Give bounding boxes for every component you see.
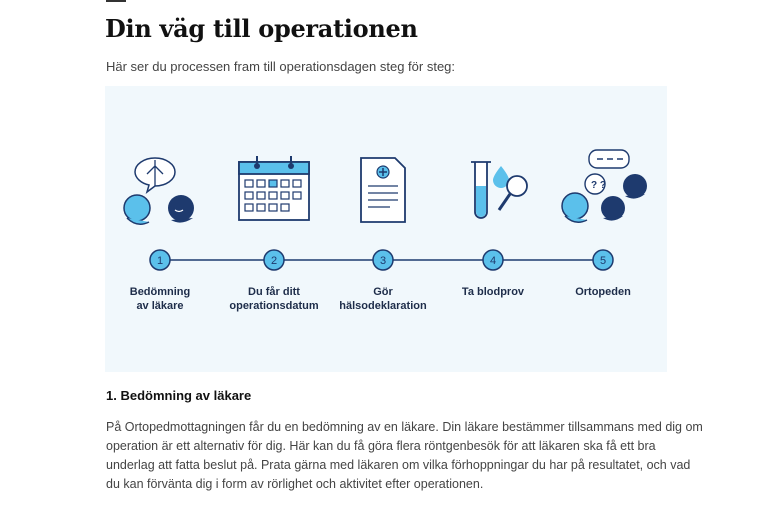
step-number-4: 4	[489, 255, 497, 267]
step-marker-1	[150, 250, 170, 270]
step-number-5: 5	[599, 255, 607, 267]
process-illustration	[105, 86, 667, 372]
section-title: 1. Bedömning av läkare	[106, 388, 252, 403]
step-marker-2	[264, 250, 284, 270]
step-label-3: Gör hälsodeklaration	[339, 286, 427, 312]
step-marker-3	[373, 250, 393, 270]
calendar-icon	[239, 156, 309, 220]
section-body: På Ortopedmottagningen får du en bedömning av en läkare. Din läkare bestämmer tillsammans med dig om operation är ett alternativ för dig. Här kan du få göra flera röntgenbesök för att läkaren ska få ett bra underlag att fatta beslut på. Prata gärna med läkaren om vilka förhoppningar du har på resultatet, och vad du kan förvänta dig i form av rörlighet och aktivitet efter operationen.	[106, 420, 703, 491]
orthopedist-conversation-icon	[562, 150, 647, 222]
intro-text: Här ser du processen fram till operationsdagen steg för steg:	[106, 59, 456, 74]
test-tube-magnifier-icon	[471, 162, 527, 218]
step-label-4: Ta blodprov	[461, 286, 525, 298]
step-number-3: 3	[379, 255, 387, 267]
svg-text:? ?: ? ?	[591, 180, 606, 191]
step-label-5: Ortopeden	[575, 286, 631, 298]
step-number-1: 1	[156, 255, 164, 267]
step-marker-5	[593, 250, 613, 270]
page-title: Din väg till operationen	[105, 14, 418, 43]
step-label-2: Du får ditt operationsdatum	[229, 286, 319, 312]
top-rule	[106, 0, 126, 2]
step-marker-4	[483, 250, 503, 270]
doctor-conversation-icon	[124, 158, 194, 224]
step-number-2: 2	[270, 255, 278, 267]
process-infographic	[105, 86, 667, 372]
step-label-1: Bedömning av läkare	[129, 286, 191, 312]
health-form-icon	[361, 158, 405, 222]
